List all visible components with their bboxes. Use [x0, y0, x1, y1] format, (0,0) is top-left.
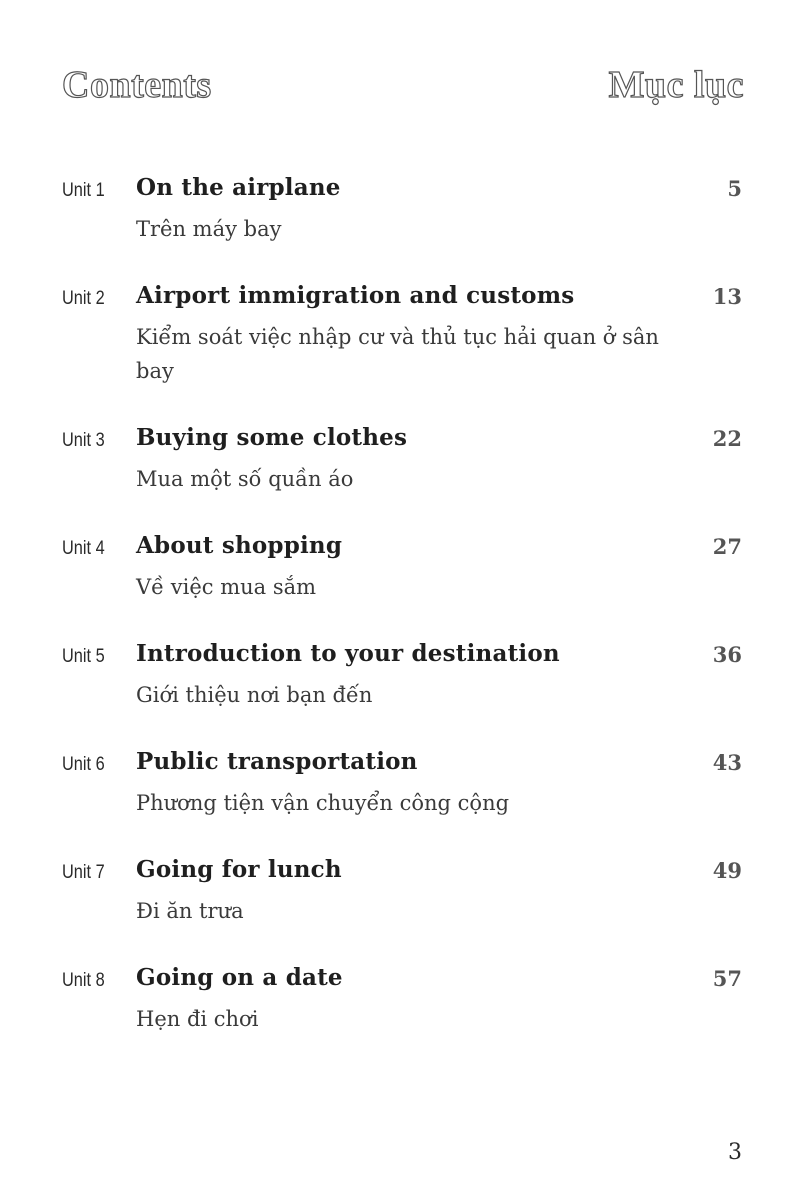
entry-subtitle: Phương tiện vận chuyển công cộng	[136, 791, 510, 815]
entry-page-number: 49	[712, 858, 742, 883]
entry-page-number: 36	[712, 642, 742, 667]
entry-title: Going on a date	[136, 964, 343, 991]
entry-page-number: 5	[727, 176, 742, 201]
unit-label: Unit 4	[62, 538, 105, 559]
unit-label: Unit 1	[62, 180, 105, 201]
entry-subtitle: Kiểm soát việc nhập cư và thủ tục hải quan ở sân bay	[136, 325, 659, 383]
page-number: 3	[728, 1140, 742, 1165]
entry-title: Going for lunch	[136, 856, 342, 883]
entry-subtitle: Đi ăn trưa	[136, 899, 244, 923]
entry-title: Introduction to your destination	[136, 640, 560, 667]
entry-title: Buying some clothes	[136, 424, 408, 451]
entry-page-number: 22	[712, 426, 742, 451]
entry-subtitle: Mua một số quần áo	[136, 467, 354, 491]
muc-luc-heading: Mục lục	[608, 64, 744, 106]
entry-page-number: 57	[712, 966, 742, 991]
contents-heading: Contents	[62, 64, 212, 106]
entry-title: About shopping	[136, 532, 343, 559]
entry-title: Airport immigration and customs	[136, 282, 575, 309]
entry-subtitle: Trên máy bay	[136, 217, 282, 241]
unit-label: Unit 5	[62, 646, 105, 667]
entry-title: On the airplane	[136, 174, 341, 201]
entry-title: Public transportation	[136, 748, 418, 775]
entry-page-number: 43	[712, 750, 742, 775]
unit-label: Unit 7	[62, 862, 105, 883]
entry-subtitle: Về việc mua sắm	[136, 575, 317, 599]
entry-page-number: 13	[712, 284, 742, 309]
unit-label: Unit 2	[62, 288, 105, 309]
unit-label: Unit 6	[62, 754, 105, 775]
unit-label: Unit 8	[62, 970, 105, 991]
entry-subtitle: Giới thiệu nơi bạn đến	[136, 683, 373, 707]
unit-label: Unit 3	[62, 430, 105, 451]
entry-subtitle: Hẹn đi chơi	[136, 1007, 259, 1031]
entry-page-number: 27	[712, 534, 742, 559]
